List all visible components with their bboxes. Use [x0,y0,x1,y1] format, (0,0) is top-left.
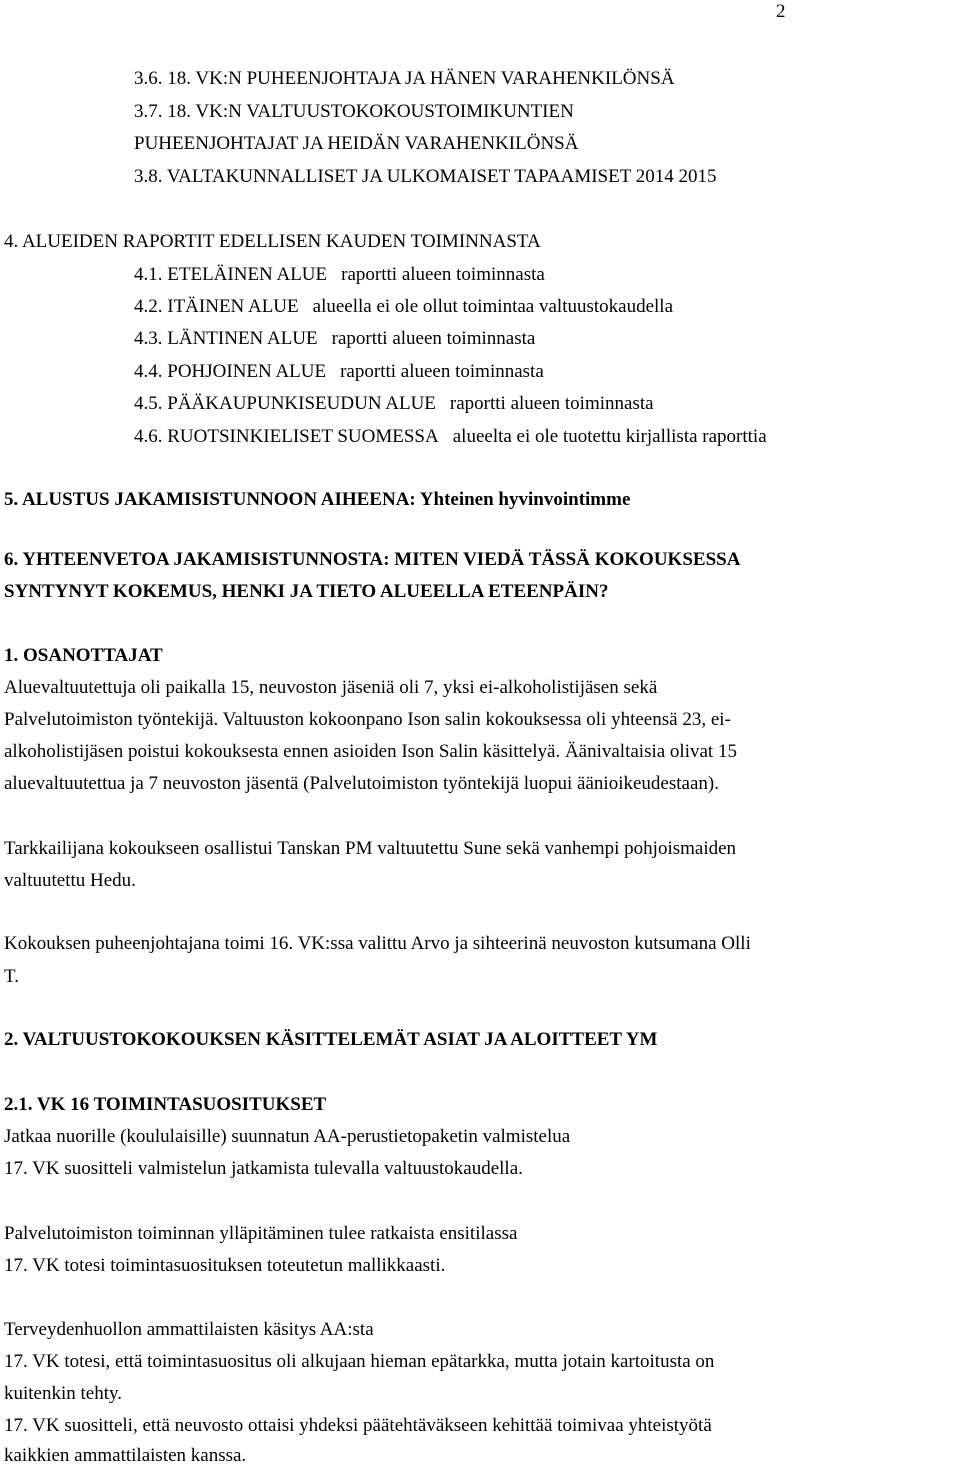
toc-item-4-6-note: alueelta ei ole tuotettu kirjallista raporttia [452,426,767,447]
toc-item-4-5-note: raportti alueen toiminnasta [449,393,654,414]
toc-item-4: 4. ALUEIDEN RAPORTIT EDELLISEN KAUDEN TOIMINNASTA [4,231,541,252]
page-number: 2 [776,1,786,22]
section-1-p1-line1: Aluevaltuutettuja oli paikalla 15, neuvoston jäseniä oli 7, yksi ei-alkoholistijäsen sekä [4,677,658,698]
section-2-1-line8: 17. VK suositteli, että neuvosto ottaisi yhdeksi päätehtäväkseen kehittää toimivaa yhteistyötä [4,1415,712,1436]
section-1-p2-line2: valtuutettu Hedu. [4,870,136,891]
toc-item-6-line2: SYNTYNYT KOKEMUS, HENKI JA TIETO ALUEELLA ETEENPÄIN? [4,581,609,602]
section-1-heading: 1. OSANOTTAJAT [4,645,163,666]
toc-item-4-1-title: 4.1. ETELÄINEN ALUE [134,264,328,285]
toc-item-4-5-title: 4.5. PÄÄKAUPUNKISEUDUN ALUE [134,393,436,414]
toc-item-3-6: 3.6. 18. VK:N PUHEENJOHTAJA JA HÄNEN VARAHENKILÖNSÄ [134,68,675,89]
section-2-1-line3: Palvelutoimiston toiminnan ylläpitäminen tulee ratkaista ensitilassa [4,1223,518,1244]
section-2-1-line7: kuitenkin tehty. [4,1383,123,1404]
toc-item-4-2-title: 4.2. ITÄINEN ALUE [134,296,299,317]
toc-item-4-3-title: 4.3. LÄNTINEN ALUE [134,328,318,349]
toc-item-4-2-note: alueella ei ole ollut toimintaa valtuustokaudella [312,296,674,317]
toc-item-6-line1: 6. YHTEENVETOA JAKAMISISTUNNOSTA: MITEN VIEDÄ TÄSSÄ KOKOUKSESSA [4,549,741,570]
toc-item-4-1-note: raportti alueen toiminnasta [341,264,545,285]
toc-item-4-3 [134,327,535,351]
toc-item-4-2 [134,295,673,319]
toc-item-4-4-title: 4.4. POHJOINEN ALUE [134,361,327,382]
toc-item-4-4 [134,360,544,384]
toc-item-4-6 [134,425,767,449]
section-2-1-heading: 2.1. VK 16 TOIMINTASUOSITUKSET [4,1094,327,1115]
toc-item-4-4-note: raportti alueen toiminnasta [340,361,544,382]
section-2-heading: 2. VALTUUSTOKOKOUKSEN KÄSITTELEMÄT ASIAT JA ALOITTEET YM [4,1029,658,1050]
section-2-1-line5: Terveydenhuollon ammattilaisten käsitys AA:sta [4,1319,374,1340]
section-2-1-line6: 17. VK totesi, että toimintasuositus oli alkujaan hieman epätarkka, mutta jotain kartoitusta on [4,1351,715,1372]
section-2-1-line1: Jatkaa nuorille (koululaisille) suunnatun AA-perustietopaketin valmistelua [4,1126,571,1147]
section-2-1-line9: kaikkien ammattilaisten kanssa. [4,1445,247,1466]
section-1-p3-line1: Kokouksen puheenjohtajana toimi 16. VK:ssa valittu Arvo ja sihteerinä neuvoston kutsumana Olli [4,933,751,954]
toc-item-4-5 [134,392,654,416]
section-2-1-line4: 17. VK totesi toimintasuosituksen toteutetun mallikkaasti. [4,1255,446,1276]
section-1-p3-line2: T. [4,966,19,987]
toc-item-5: 5. ALUSTUS JAKAMISISTUNNOON AIHEENA: Yhteinen hyvinvointimme [4,489,631,510]
section-1-p2-line1: Tarkkailijana kokoukseen osallistui Tanskan PM valtuutettu Sune sekä vanhempi pohjoismaiden [4,838,737,859]
toc-item-3-7-line1: 3.7. 18. VK:N VALTUUSTOKOKOUSTOIMIKUNTIEN [134,101,574,122]
section-2-1-line2: 17. VK suositteli valmistelun jatkamista tulevalla valtuustokaudella. [4,1158,523,1179]
section-1-p1-line2: Palvelutoimiston työntekijä. Valtuuston kokoonpano Ison salin kokouksessa oli yhteensä 23, ei- [4,709,731,730]
toc-item-4-6-title: 4.6. RUOTSINKIELISET SUOMESSA [134,426,439,447]
toc-item-3-7-line2: PUHEENJOHTAJAT JA HEIDÄN VARAHENKILÖNSÄ [134,133,579,154]
toc-item-4-1 [134,263,545,287]
toc-item-4-3-note: raportti alueen toiminnasta [331,328,536,349]
toc-item-3-8: 3.8. VALTAKUNNALLISET JA ULKOMAISET TAPAAMISET 2014 2015 [134,166,717,187]
section-1-p1-line3: alkoholistijäsen poistui kokouksesta ennen asioiden Ison Salin käsittelyä. Äänivaltaisia olivat 15 [4,741,737,762]
section-1-p1-line4: aluevaltuutettua ja 7 neuvoston jäsentä (Palvelutoimiston työntekijä luopui äänioikeudestaan). [4,773,719,794]
